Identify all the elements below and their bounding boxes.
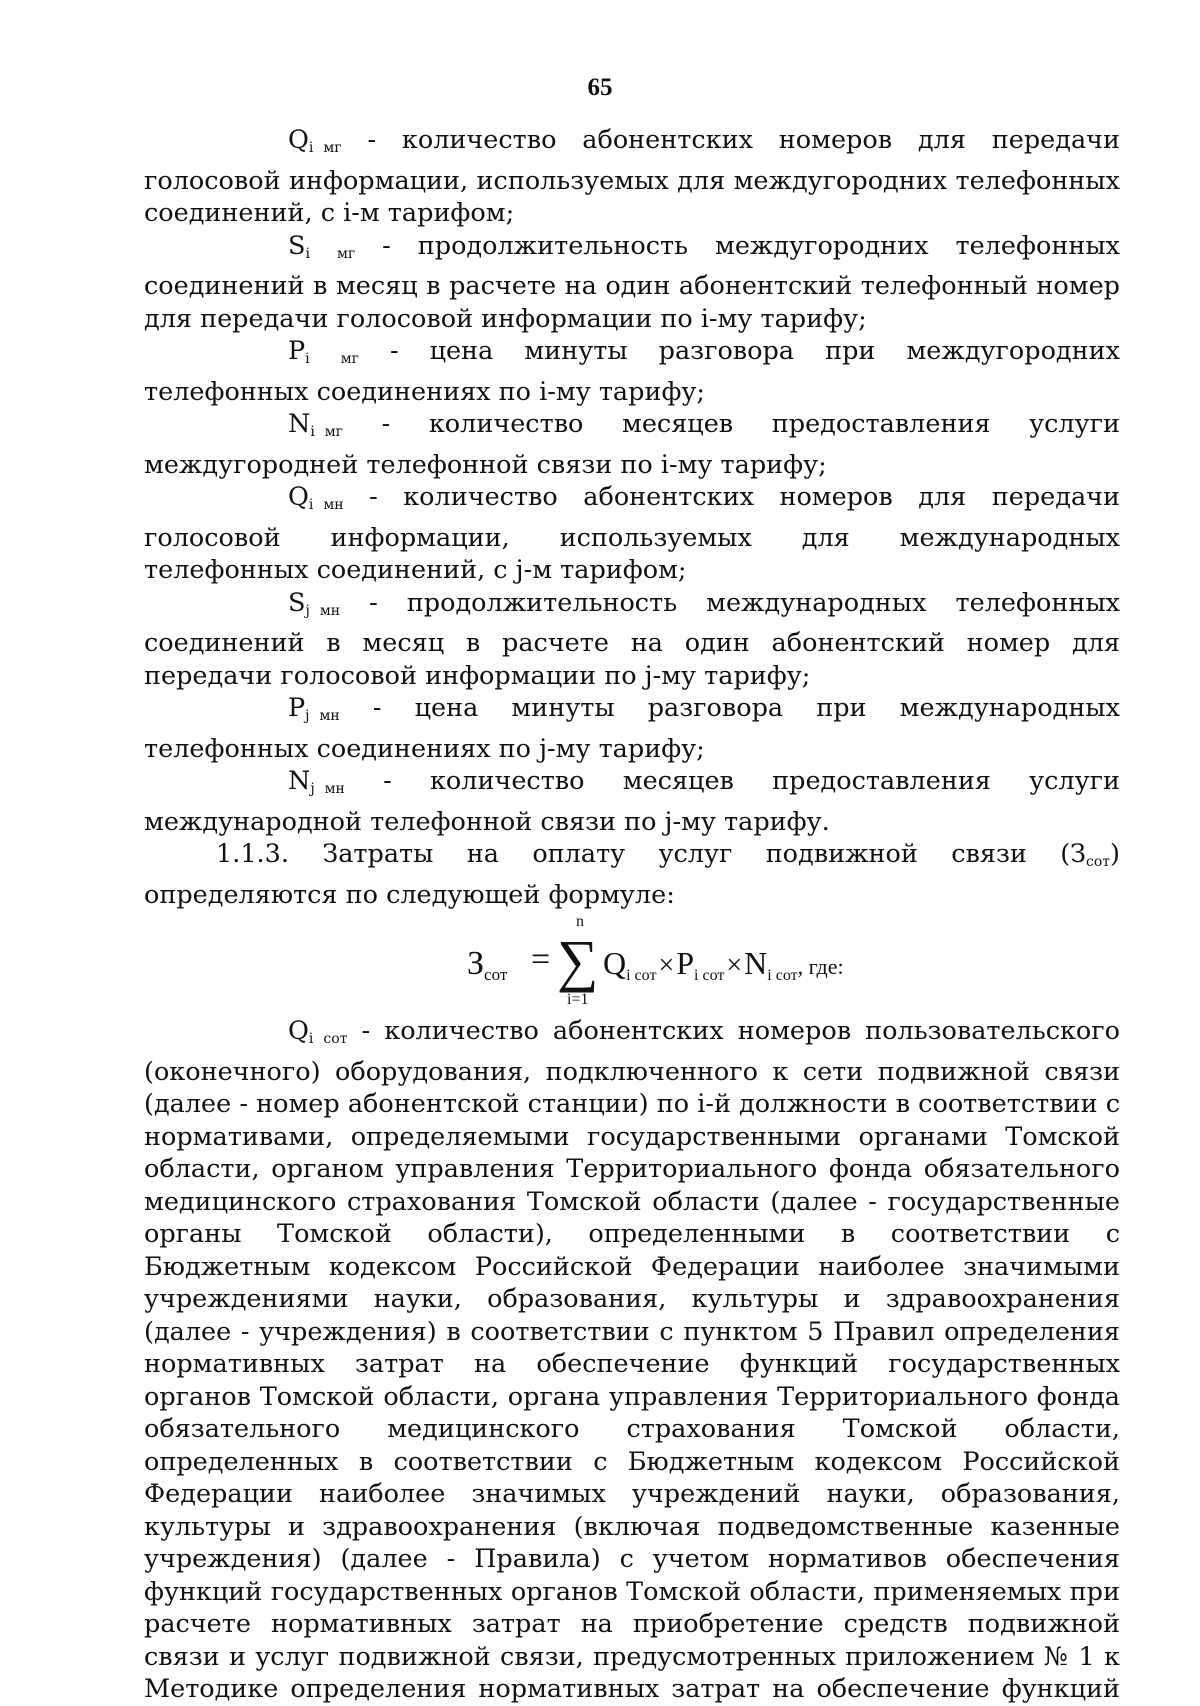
definition-index: j	[310, 781, 315, 797]
definition-p-mn	[144, 692, 1120, 765]
definition-suffix: мг	[336, 245, 356, 262]
formula-q-sub: i сот	[626, 967, 657, 984]
definition-q-mg	[144, 124, 1120, 230]
definition-symbol: S	[288, 587, 306, 618]
definition-n-mn	[144, 765, 1120, 838]
definition-symbol: Q	[288, 125, 309, 155]
definition-suffix: мн	[323, 497, 344, 513]
formula-times: ×	[726, 950, 743, 981]
definition-text: - количество абонентских номеров пользовательского (оконечного) оборудования, подключенного к сети подвижной связи (далее - номер абонентской станции) по i-й должности в соответствии с нормативами, определяемыми государственными органами Томской области, органом управления Территориального фонда обязательного медицинского страхования Томской области (далее - государственные органы Томской области), определенными в соответствии с Бюджетным кодексом Российской Федерации наиболее значимыми учреждениями науки, образования, культуры и здравоохранения (далее - учреждения) в соответствии с пунктом 5 Правил определения нормативных затрат на обеспечение функций государственных органов Томской области, органа управления Территориального фонда обязательного медицинского страхования Томской области, определенных в соответствии с Бюджетным кодексом Российской Федерации наиболее значимых учреждений науки, образования, культуры и здравоохранения (включая подведомственные казенные учреждения) (далее - Правила) с учетом нормативов обеспечения функций государственных органов Томской области, применяемых при расчете нормативных затрат на приобретение средств подвижной связи и услуг подвижной связи, предусмотренных приложением № 1 к Методике определения нормативных затрат на обеспечение функций	[144, 1016, 1120, 1704]
definition-index: i	[305, 351, 310, 367]
formula-lhs-sub: сот	[484, 965, 508, 984]
formula-n-sub: i сот	[767, 967, 798, 984]
definition-index: i	[308, 140, 314, 156]
section-1-1-3	[144, 838, 1120, 911]
formula-tail: , где:	[797, 954, 844, 979]
formula-q: Q	[603, 945, 627, 981]
formula-equals: =	[531, 941, 551, 978]
definition-text: - количество месяцев предоставления услуги междугородней телефонной связи по i-му тарифу;	[144, 409, 1120, 480]
definition-p-mg	[144, 335, 1120, 408]
definition-s-mg	[144, 230, 1120, 336]
formula-lhs	[467, 945, 507, 985]
definition-index: i	[308, 497, 314, 513]
section-text-sub: сот	[1086, 854, 1111, 870]
definition-index: i	[305, 245, 310, 262]
page-number: 65	[587, 74, 613, 101]
definition-index: j	[305, 708, 310, 724]
definition-text: - продолжительность международных телефонных соединений в месяц в расчете на один абонентский номер для передачи голосовой информации по j-му тарифу;	[144, 587, 1120, 691]
definition-text: - количество абонентских номеров для передачи голосовой информации, используемых для международных телефонных соединений, с j-м тарифом;	[144, 482, 1120, 585]
definition-suffix: мг	[340, 351, 359, 367]
section-text: 1.1.3. Затраты на оплату услуг подвижной связи (З	[216, 839, 1087, 869]
document-body	[144, 124, 1120, 1706]
formula-lower-limit: i=1	[567, 991, 589, 1008]
definition-symbol: P	[288, 693, 306, 723]
definition-n-mg	[144, 408, 1120, 481]
definition-symbol: Q	[288, 1016, 309, 1046]
formula-upper-limit: n	[576, 913, 584, 930]
formula-p-sub: i сот	[694, 967, 725, 984]
formula-n: N	[744, 945, 768, 981]
definition-symbol: N	[288, 766, 311, 796]
formula-rhs	[603, 945, 844, 985]
formula	[144, 911, 1120, 1015]
definition-index: i	[310, 424, 315, 440]
definition-text: - цена минуты разговора при междугородних телефонных соединениях по i-му тарифу;	[144, 336, 1120, 407]
definition-suffix: мн	[319, 602, 341, 619]
definition-q-mn	[144, 481, 1120, 587]
definition-suffix: мг	[324, 424, 344, 440]
definition-text: - количество абонентских номеров для передачи голосовой информации, используемых для междугородних телефонных соединений, с i-м тарифом;	[144, 125, 1120, 228]
definition-text: - продолжительность междугородних телефонных соединений в месяц в расчете на один абонентский телефонный номер для передачи голосовой информации по i-му тарифу;	[144, 230, 1120, 334]
formula-times: ×	[658, 950, 675, 981]
definition-symbol: P	[288, 336, 306, 366]
definition-text: - количество месяцев предоставления услуги международной телефонной связи по j-му тарифу.	[144, 766, 1120, 837]
section-text-end: ) определяются по следующей формуле:	[144, 839, 1120, 910]
definition-symbol: S	[288, 230, 306, 261]
definition-q-sot	[144, 1015, 1120, 1706]
definition-suffix: мн	[324, 781, 345, 797]
definition-index: i	[308, 1031, 314, 1047]
formula-expression	[467, 911, 887, 1015]
definition-suffix: мн	[319, 708, 340, 724]
definition-s-mn	[144, 587, 1120, 693]
formula-lhs-symbol: З	[467, 945, 485, 982]
formula-p: P	[676, 945, 695, 981]
definition-suffix: сот	[323, 1031, 348, 1047]
definition-suffix: мг	[323, 140, 342, 156]
formula-sigma: ∑	[557, 928, 599, 993]
definition-symbol: N	[288, 409, 311, 439]
definition-text: - цена минуты разговора при международных телефонных соединениях по j-му тарифу;	[144, 693, 1120, 764]
definition-index: j	[305, 602, 310, 619]
definition-symbol: Q	[288, 482, 309, 512]
